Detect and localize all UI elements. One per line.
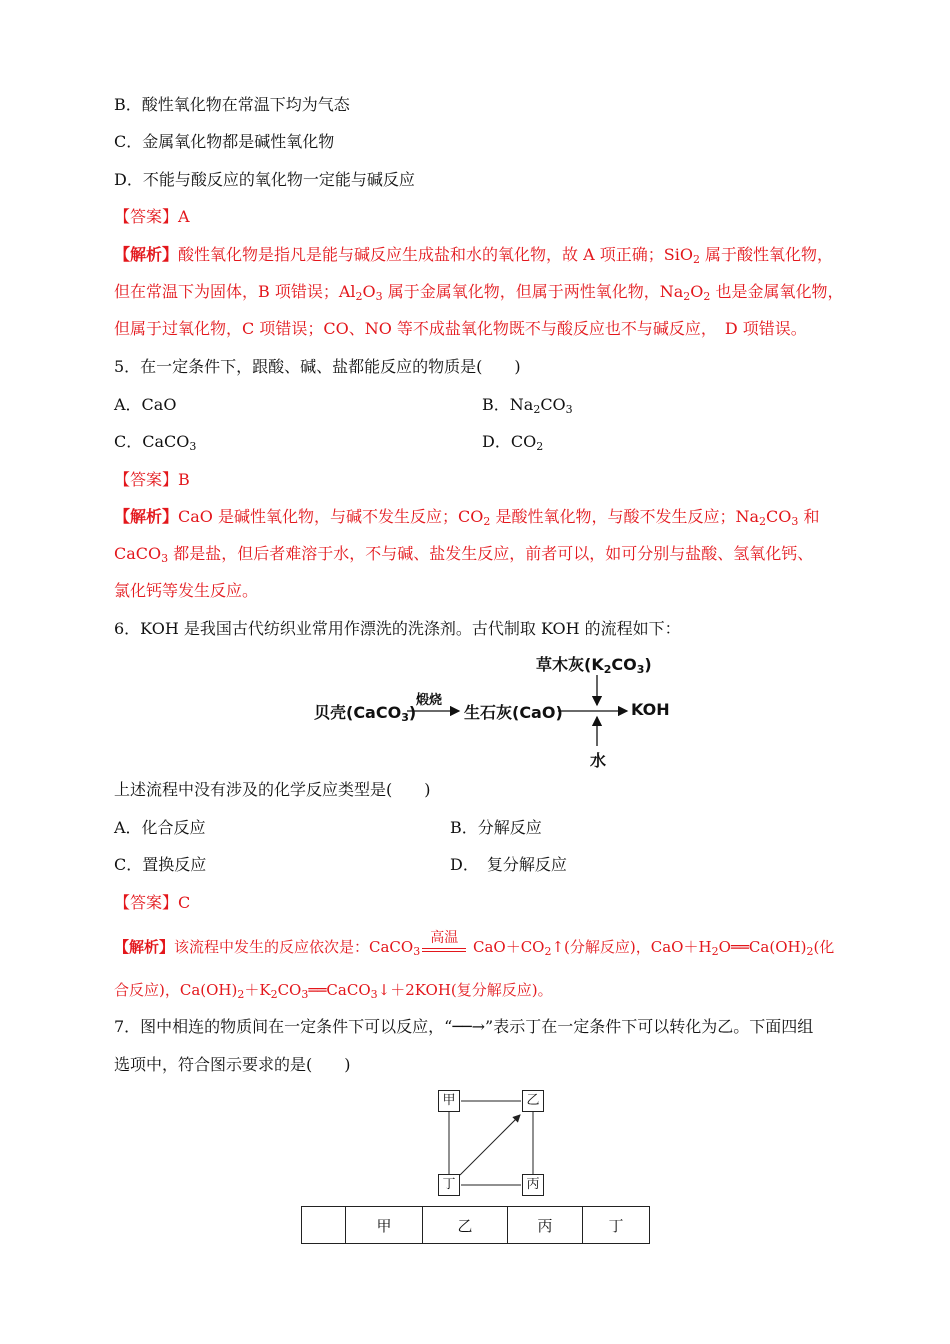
flow-water: 水 [590, 751, 607, 770]
table-header-cell [302, 1207, 346, 1244]
node-ding: 丁 [438, 1174, 460, 1196]
q4-explanation-line1: 【解析】酸性氧化物是指凡是能与碱反应生成盐和水的氧化物，故 A 项正确；SiO$_2$ 属于酸性氧化物， [114, 245, 834, 266]
flow-plant-ash: 草木灰$(K_2CO_3)$ [536, 655, 652, 676]
q4-option-b: B．酸性氧化物在常温下均为气态 [114, 95, 350, 114]
q7-options-table [301, 1206, 650, 1244]
q6-explanation-line1: 【解析】该流程中发生的反应依次是：CaCO$_3$ 高温 $CaO+CO_2↑$(分解反应)，$CaO+H_2O══Ca(OH)_2$(化 [114, 930, 835, 958]
node-jia: 甲 [438, 1090, 460, 1112]
table-header-cell: 丙 [508, 1207, 583, 1244]
arrow-ding-to-yi [460, 1115, 520, 1175]
q5-option-b: B．$Na_2CO_3$ [482, 395, 573, 416]
q5-explanation-line3: 氯化钙等发生反应。 [114, 581, 259, 600]
flow-quicklime: 生石灰(CaO) [464, 703, 563, 722]
node-bing: 丙 [522, 1174, 544, 1196]
q5-option-d: D．$CO_2$ [482, 432, 544, 453]
q5-answer: 【答案】B [114, 470, 190, 489]
table-header-cell: 甲 [346, 1207, 423, 1244]
q5-stem: 5．在一定条件下，跟酸、碱、盐都能反应的物质是( ) [114, 357, 521, 376]
flow-shell: 贝壳(CaCO$_3$) [314, 703, 417, 724]
q6-question: 上述流程中没有涉及的化学反应类型是( ) [114, 780, 431, 799]
flow-koh: KOH [631, 700, 670, 719]
q6-option-b: B．分解反应 [450, 818, 542, 837]
q6-stem: 6．KOH 是我国古代纺织业常用作漂洗的洗涤剂。古代制取 KOH 的流程如下： [114, 619, 681, 638]
condition-high-temp: 高温 [422, 942, 466, 952]
flow-calcine-label: 煅烧 [416, 693, 443, 708]
table-header-row [302, 1207, 650, 1244]
q7-stem-line1: 7．图中相连的物质间在一定条件下可以反应，“──→”表示丁在一定条件下可以转化为乙。下面四组 [114, 1017, 814, 1036]
q4-option-c: C．金属氧化物都是碱性氧化物 [114, 132, 335, 151]
q5-option-a: A．CaO [114, 395, 177, 414]
q7-stem-line2: 选项中，符合图示要求的是( ) [114, 1055, 351, 1074]
q4-explanation-line3: 但属于过氧化物，C 项错误；CO、NO 等不成盐氧化物既不与酸反应也不与碱反应， D 项错误。 [114, 319, 807, 338]
q5-option-c: C．CaCO$_3$ [114, 432, 197, 453]
q6-option-a: A．化合反应 [114, 818, 206, 837]
q4-option-d: D．不能与酸反应的氧化物一定能与碱反应 [114, 170, 415, 189]
table-header-cell: 乙 [423, 1207, 508, 1244]
q5-explanation-line1: 【解析】CaO 是碱性氧化物，与碱不发生反应；$CO_2$ 是酸性氧化物，与酸不发生反应；$Na_2CO_3$ 和 [114, 507, 820, 528]
q6-answer: 【答案】C [114, 893, 191, 912]
q6-option-d: D． 复分解反应 [450, 855, 567, 874]
q5-explanation-line2: CaCO$_3$ 都是盐，但后者难溶于水，不与碱、盐发生反应，前者可以，如可分别与盐酸、氢氧化钙、 [114, 544, 814, 565]
node-yi: 乙 [522, 1090, 544, 1112]
q4-answer: 【答案】A [114, 207, 190, 226]
q6-explanation-line2: 合反应)，$Ca(OH)_2+K_2CO_3══CaCO_3↓+2KOH$(复分解反应)。 [114, 981, 553, 1001]
q6-option-c: C．置换反应 [114, 855, 207, 874]
q4-explanation-line2: 但在常温下为固体，B 项错误；$Al_2O_3$ 属于金属氧化物，但属于两性氧化物，$Na_2O_2$ 也是金属氧化物， [114, 282, 844, 303]
table-header-cell: 丁 [583, 1207, 650, 1244]
